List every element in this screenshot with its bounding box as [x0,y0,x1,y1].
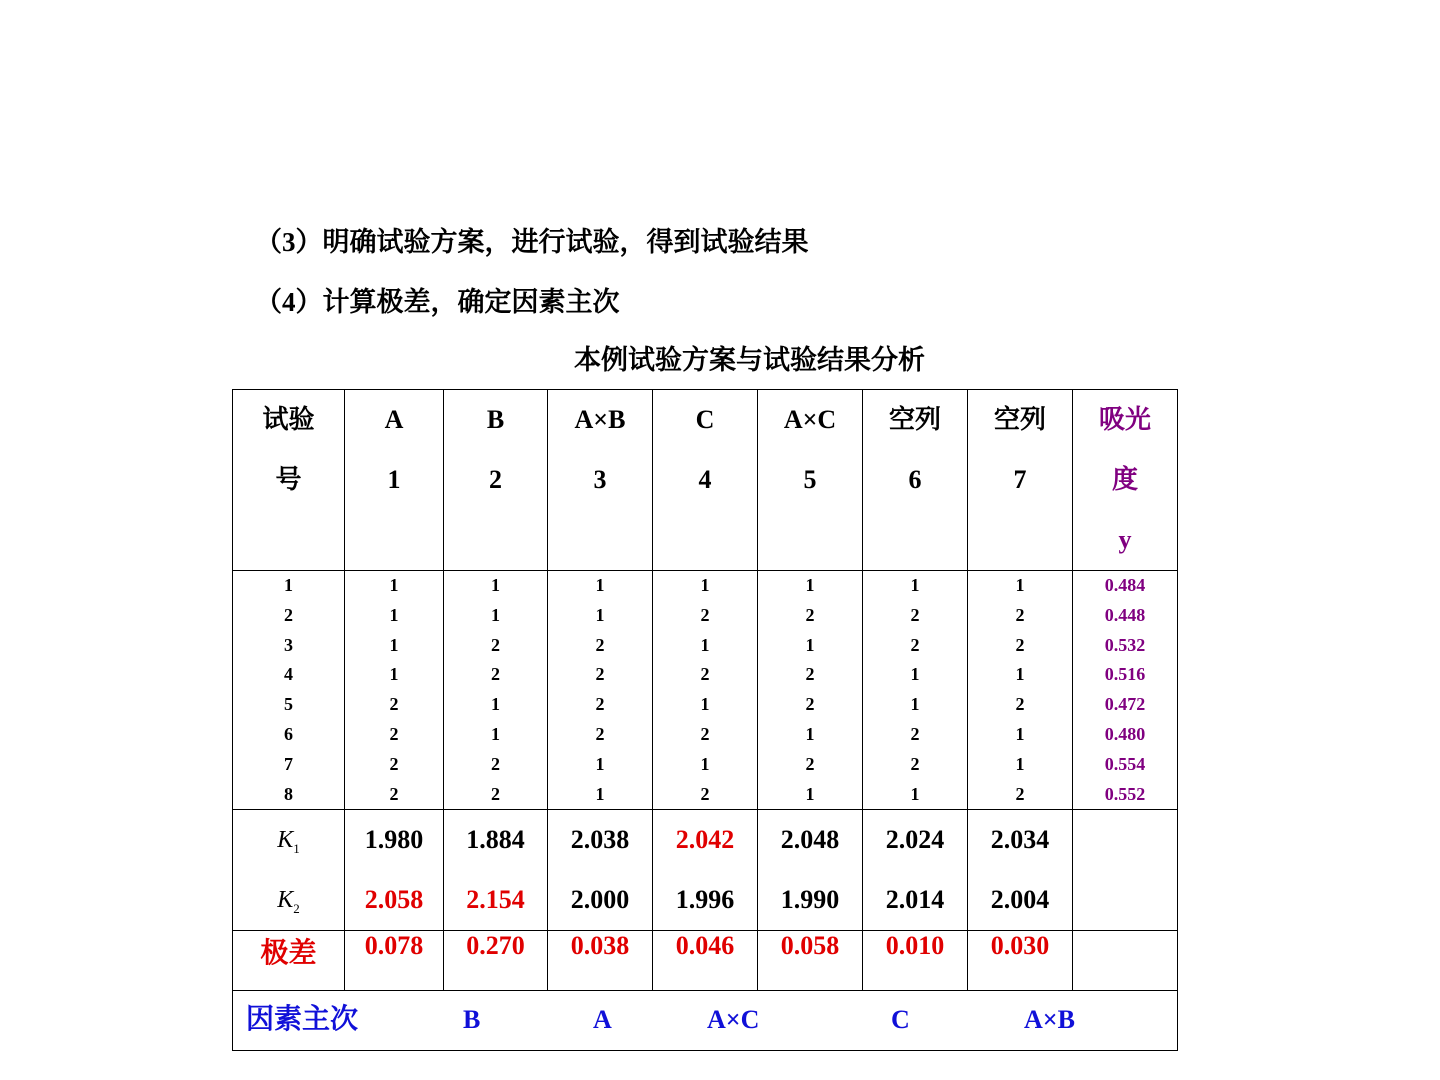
design-col-6-row-7: 2 [910,753,920,774]
run-numbers [233,571,345,810]
k-labels [233,810,345,931]
design-col-c [653,571,758,810]
factor-order-label: 因素主次 [246,1004,359,1036]
absorbance-row-2: 0.448 [1104,604,1146,625]
design-col-7-row-6: 1 [1015,723,1025,744]
factor-order-row [233,991,1178,1051]
header-col-axb: A×B 3 [548,390,653,571]
design-col-2-row-8: 2 [491,783,500,804]
run-number-row-2: 2 [284,604,293,625]
design-col-5-row-5: 2 [805,694,815,715]
k-col-axc: 2.048 1.990 [758,810,863,931]
absorbance-row-1: 0.484 [1104,575,1146,595]
run-number-row-1: 1 [284,575,293,595]
design-rows [233,571,1178,810]
absorbance-values [1073,571,1178,810]
absorbance-row-4: 0.516 [1104,664,1146,685]
design-col-4-row-4: 2 [700,664,710,685]
header-col-c: C 4 [653,390,758,571]
range-value-b: 0.270 [444,931,548,991]
k-col-y-empty [1073,810,1178,931]
factor-order-item-1: B [463,1005,481,1035]
factor-order-item-5: A×B [1024,1005,1075,1035]
design-col-empty-6 [863,571,968,810]
design-col-2-row-4: 2 [491,664,500,685]
design-col-4-row-8: 2 [700,783,710,804]
design-col-5-row-3: 1 [805,634,815,655]
run-number-row-7: 7 [284,753,293,774]
design-col-7-row-3: 2 [1015,634,1025,655]
table-caption: 本例试验方案与试验结果分析 [574,345,925,375]
design-col-1-row-3: 1 [389,634,399,655]
range-value-empty-7: 0.030 [968,931,1073,991]
design-col-2-row-5: 1 [491,694,500,715]
design-col-6-row-8: 1 [910,783,920,804]
design-col-7-row-1: 1 [1015,575,1025,595]
absorbance-row-6: 0.480 [1104,723,1146,744]
k1-label: $K_1$ [277,827,300,857]
design-col-7-row-4: 1 [1015,664,1025,685]
design-col-6-row-3: 2 [910,634,920,655]
absorbance-row-3: 0.532 [1104,634,1146,655]
design-col-3-row-2: 1 [595,604,605,625]
design-col-3-row-1: 1 [595,575,605,595]
design-col-3-row-3: 2 [595,634,605,655]
design-col-empty-7 [968,571,1073,810]
design-col-a [345,571,444,810]
design-col-4-row-7: 1 [700,753,710,774]
design-col-4-row-6: 2 [700,723,710,744]
k-rows [233,810,1178,931]
absorbance-row-8: 0.552 [1104,783,1146,804]
k2-label: $K_2$ [277,887,300,917]
factor-order-cell [233,991,1178,1051]
design-col-7-row-8: 2 [1015,783,1025,804]
design-col-1-row-7: 2 [389,753,399,774]
run-number-row-4: 4 [284,664,293,685]
design-col-axc [758,571,863,810]
k-col-axb: 2.038 2.000 [548,810,653,931]
design-col-7-row-2: 2 [1015,604,1025,625]
design-col-5-row-1: 1 [805,575,815,595]
design-col-6-row-2: 2 [910,604,920,625]
factor-order-item-3: A×C [707,1005,760,1035]
design-col-3-row-7: 1 [595,753,605,774]
range-label: 极差 [233,931,345,991]
header-col-b: B 2 [444,390,548,571]
design-col-3-row-4: 2 [595,664,605,685]
design-col-5-row-7: 2 [805,753,815,774]
design-col-axb [548,571,653,810]
header-row [233,390,1178,571]
step-3-heading: （3）明确试验方案，进行试验，得到试验结果 [255,227,809,257]
design-col-4-row-5: 1 [700,694,710,715]
run-number-row-3: 3 [284,634,293,655]
design-col-1-row-1: 1 [389,575,399,595]
range-value-c: 0.046 [653,931,758,991]
design-col-1-row-4: 1 [389,664,399,685]
step-4-heading: （4）计算极差，确定因素主次 [255,287,620,317]
absorbance-row-7: 0.554 [1104,753,1146,774]
design-col-2-row-3: 2 [491,634,500,655]
k-col-b: 1.884 2.154 [444,810,548,931]
k-col-a: 1.980 2.058 [345,810,444,931]
header-absorbance: 吸光 度 y [1073,390,1178,571]
design-col-3-row-8: 1 [595,783,605,804]
range-value-axc: 0.058 [758,931,863,991]
run-number-row-5: 5 [284,694,293,715]
run-number-row-8: 8 [284,783,293,804]
range-value-a: 0.078 [345,931,444,991]
design-col-4-row-3: 1 [700,634,710,655]
range-y-empty [1073,931,1178,991]
absorbance-row-5: 0.472 [1104,694,1146,715]
design-col-b [444,571,548,810]
design-col-5-row-4: 2 [805,664,815,685]
header-col-a: A 1 [345,390,444,571]
design-col-5-row-8: 1 [805,783,815,804]
design-col-7-row-7: 1 [1015,753,1025,774]
k-col-c: 2.042 1.996 [653,810,758,931]
k-col-empty-7: 2.034 2.004 [968,810,1073,931]
design-col-5-row-6: 1 [805,723,815,744]
design-col-6-row-4: 1 [910,664,920,685]
header-run: 试验 号 [233,390,345,571]
k-col-empty-6: 2.024 2.014 [863,810,968,931]
design-col-3-row-6: 2 [595,723,605,744]
header-col-empty-7: 空列 7 [968,390,1073,571]
design-col-6-row-1: 1 [910,575,920,595]
range-value-empty-6: 0.010 [863,931,968,991]
range-row [233,931,1178,991]
design-col-2-row-6: 1 [491,723,500,744]
design-col-6-row-5: 1 [910,694,920,715]
design-col-2-row-7: 2 [491,753,500,774]
design-col-4-row-2: 2 [700,604,710,625]
factor-order-item-4: C [891,1005,910,1035]
design-col-2-row-1: 1 [491,575,500,595]
design-col-2-row-2: 1 [491,604,500,625]
design-col-3-row-5: 2 [595,694,605,715]
orthogonal-design-table [232,389,1178,1051]
header-col-empty-6: 空列 6 [863,390,968,571]
range-value-axb: 0.038 [548,931,653,991]
design-col-1-row-8: 2 [389,783,399,804]
design-col-6-row-6: 2 [910,723,920,744]
design-col-4-row-1: 1 [700,575,710,595]
design-col-7-row-5: 2 [1015,694,1025,715]
design-col-1-row-2: 1 [389,604,399,625]
design-col-1-row-5: 2 [389,694,399,715]
design-col-1-row-6: 2 [389,723,399,744]
header-col-axc: A×C 5 [758,390,863,571]
factor-order-item-2: A [593,1005,612,1035]
run-number-row-6: 6 [284,723,293,744]
design-col-5-row-2: 2 [805,604,815,625]
